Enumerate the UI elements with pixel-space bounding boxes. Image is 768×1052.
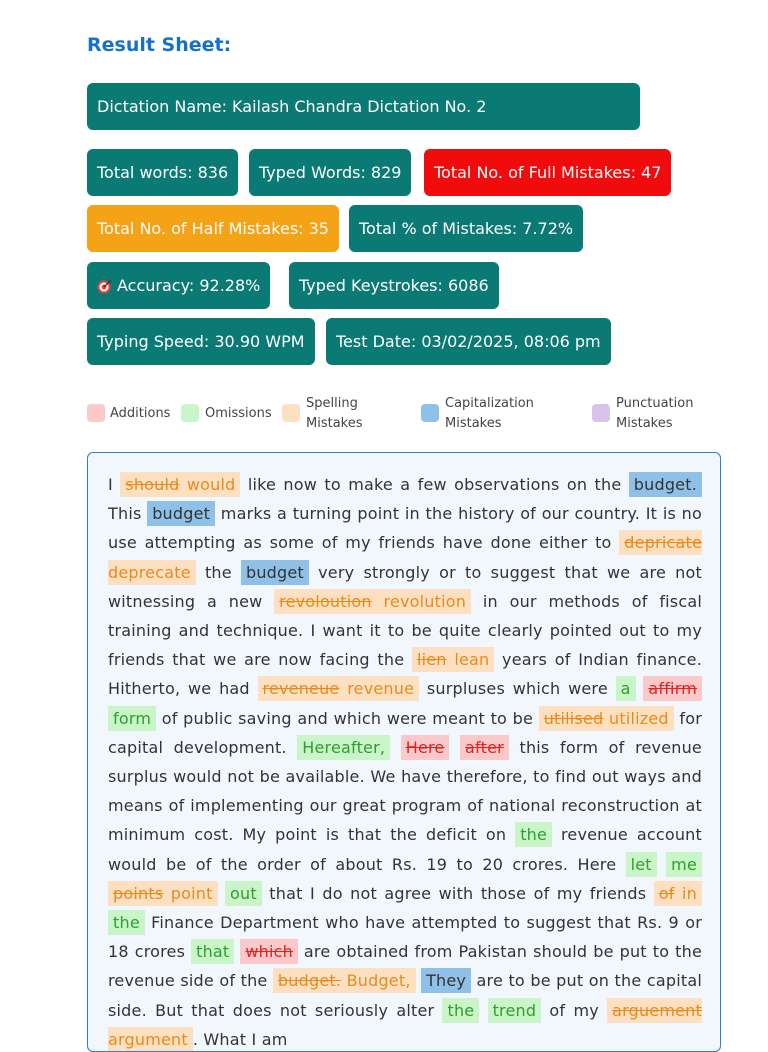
spelling-mistake [412,647,494,672]
test-date-badge: Test Date: 03/02/2025, 08:06 pm [326,318,611,365]
legend-swatch-omissions [181,404,199,422]
passage-text: . What I am [192,1029,288,1049]
capitalization-mistake: They [421,968,471,993]
typing-speed-badge: Typing Speed: 30.90 WPM [87,318,315,365]
passage-text: of public saving and which were meant to be [156,708,539,728]
legend-label: Spelling [306,396,358,411]
legend-label: Capitalization [445,396,534,411]
passage-text: are to be put on the capital side. But that does not seriously alter [108,971,702,1020]
omission-mistake: the [108,910,145,935]
passage-text [657,855,666,874]
legend-label: Mistakes [445,416,502,431]
result-passage [108,470,702,1052]
target-icon [97,278,113,294]
omission-mistake: a [616,676,636,701]
percent-mistakes-badge: Total % of Mistakes: 7.72% [349,205,583,252]
omission-mistake: Hereafter, [297,735,390,760]
legend-swatch-capitalization [421,404,439,422]
misspelled-word: of [658,883,675,903]
passage-text: revenue account would be of the order of about Rs. 19 to 20 crores. Here [108,825,702,874]
addition-mistake: after [460,735,509,760]
misspelled-word: reveneue [262,679,340,699]
corrected-word: revolution [383,591,467,611]
accuracy-badge [87,262,270,309]
keystrokes-badge: Typed Keystrokes: 6086 [289,262,499,309]
omission-mistake: trend [488,998,542,1023]
legend-swatch-additions [87,404,105,422]
spelling-mistake [108,881,218,906]
passage-text: Finance Department who have attempted to suggest that Rs. 9 or 18 crores [108,913,702,962]
spelling-mistake [539,706,674,731]
corrected-word: point [170,883,213,903]
spelling-mistake [654,881,702,906]
corrected-word: utilized [609,708,669,728]
corrected-word: would [186,475,236,494]
capitalization-mistake: budget [147,501,215,526]
corrected-word: argument [108,1029,188,1049]
total-words-badge: Total words: 836 [87,149,238,196]
full-mistakes-badge: Total No. of Full Mistakes: 47 [424,149,671,196]
misspelled-word: revoloution [279,591,372,611]
addition-mistake: Here [401,735,450,760]
passage-text: that I do not agree with those of my friends [261,883,654,903]
passage-text: in our methods of fiscal training and technique. I want it to be quite clearly pointed out to my friends that we are now facing the [108,591,702,670]
typed-words-badge: Typed Words: 829 [249,149,411,196]
omission-mistake: the [515,822,552,847]
legend-swatch-spelling [282,404,300,422]
omission-mistake: out [225,881,262,906]
corrected-word: deprecate [108,562,191,582]
passage-text [390,738,401,757]
omission-mistake: that [191,939,234,964]
misspelled-word: utilised [543,708,604,728]
legend-label: Punctuation [616,396,694,411]
misspelled-word: budget. [277,971,342,991]
passage-text: surpluses which were [419,679,616,699]
addition-mistake: which [240,939,298,964]
spelling-mistake [273,968,416,993]
corrected-word: revenue [347,679,415,699]
passage-text: marks a turning point in the history of our country. It is no use attempting as some of my friends have done either to [108,504,703,553]
passage-text [479,1001,487,1020]
half-mistakes-badge: Total No. of Half Mistakes: 35 [87,205,339,252]
misspelled-word: depricate [624,533,702,553]
passage-text: of my [541,1000,608,1020]
passage-text: are obtained from Pakistan should be put to the revenue side of the [108,942,702,991]
legend-label: Additions [110,406,171,421]
passage-text: like now to make a few observations on the [240,475,629,494]
corrected-word: in [682,883,697,903]
passage-text: This [108,504,148,524]
addition-mistake: affirm [643,676,702,701]
accuracy-label: Accuracy: 92.28% [117,276,261,295]
passage-text: this form of revenue surplus would not be available. We have therefore, to find out ways and means of implementing our great program of national reconstruction at minimum cost. My point is that the deficit on [108,737,702,845]
passage-text: I [108,475,121,494]
passage-text: for capital development. [108,708,702,757]
legend-label: Mistakes [616,416,673,431]
passage-text: the [195,562,241,582]
passage-text: years of Indian finance. Hitherto, we had [108,650,702,699]
legend [0,395,768,435]
omission-mistake: me [666,852,702,877]
misspelled-word: lien [416,650,447,670]
legend-swatch-punctuation [592,404,610,422]
omission-mistake: form [108,706,156,731]
capitalization-mistake: budget. [629,472,702,497]
legend-label: Omissions [205,406,272,421]
spelling-mistake [274,589,471,614]
result-passage-panel[interactable] [87,452,721,1052]
corrected-word: Budget, [346,971,411,991]
corrected-word: lean [454,650,490,670]
misspelled-word: should [125,475,180,494]
omission-mistake: the [442,998,479,1023]
misspelled-word: points [113,883,164,903]
legend-label: Mistakes [306,416,363,431]
page-title: Result Sheet: [87,34,232,56]
passage-text [449,738,460,757]
dictation-name-badge: Dictation Name: Kailash Chandra Dictation No. 2 [87,83,640,130]
passage-text [218,884,225,903]
passage-text: very strongly or to suggest that we are not witnessing a new [108,562,702,611]
spelling-mistake [120,472,240,497]
omission-mistake: let [626,852,657,877]
misspelled-word: arguement [612,1000,702,1020]
spelling-mistake [258,676,420,701]
capitalization-mistake: budget [241,560,309,585]
